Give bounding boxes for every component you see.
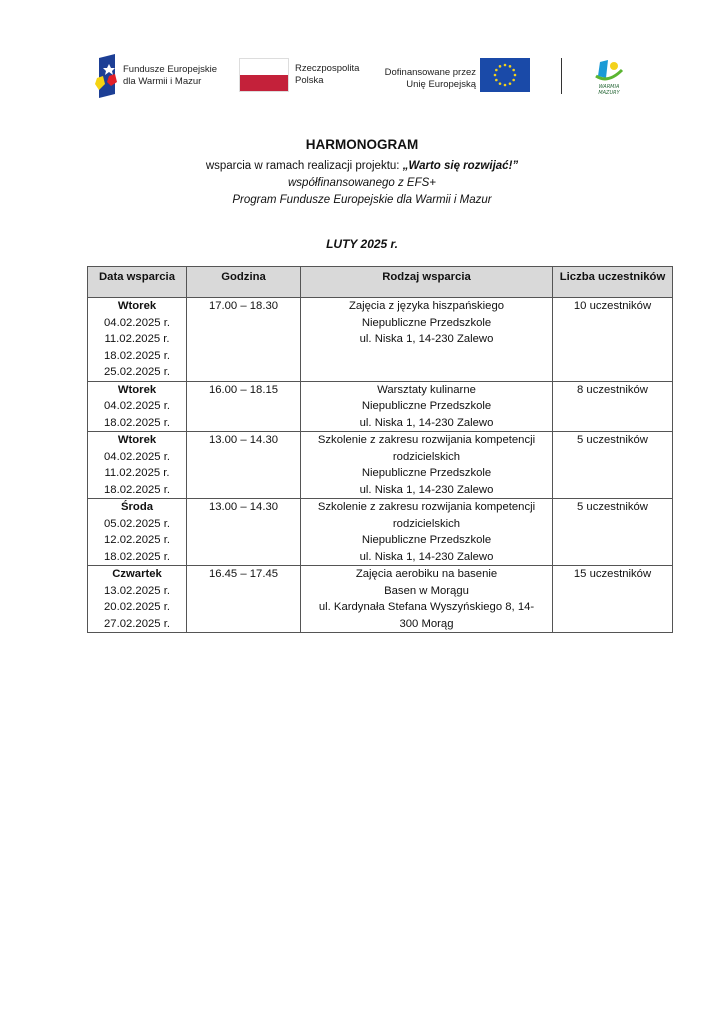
eu-star: [499, 82, 502, 85]
date-value: 05.02.2025 r.: [104, 517, 170, 530]
support-type-line: 300 Morąg: [399, 617, 454, 630]
date-value: 18.02.2025 r.: [104, 550, 170, 563]
eu-star: [512, 79, 515, 82]
time-cell: 13.00 – 14.30: [187, 432, 301, 499]
date-value: 13.02.2025 r.: [104, 584, 170, 597]
time-cell: 16.00 – 18.15: [187, 381, 301, 432]
warmia-mazury-logo: [592, 58, 626, 96]
time-cell: 16.45 – 17.45: [187, 566, 301, 633]
wm-logo-line2: MAZURY: [598, 90, 620, 96]
support-type-line: Zajęcia z języka hiszpańskiego: [348, 300, 505, 312]
date-value: 27.02.2025 r.: [104, 617, 170, 630]
support-type-line: ul. Kardynała Stefana Wyszyńskiego 8, 14-: [318, 601, 535, 613]
date-cell: [88, 499, 187, 566]
date-value: 04.02.2025 r.: [104, 316, 170, 329]
table-row: [88, 499, 673, 566]
fe-logo-line1: Fundusze Europejskie: [123, 64, 217, 75]
rzeczpospolita-polska-logo: [239, 58, 369, 94]
fe-flag-icon: [95, 54, 117, 98]
column-header-count: Liczba uczestników: [553, 267, 673, 298]
eu-star: [509, 65, 512, 68]
date-cell: [88, 566, 187, 633]
eu-logo-line1: Dofinansowane przez: [384, 67, 476, 78]
support-type-line: Szkolenie z zakresu rozwijania kompetencji: [317, 434, 536, 446]
support-type-cell: [301, 298, 553, 382]
date-value: 18.02.2025 r.: [104, 483, 170, 496]
fe-logo-line2: dla Warmii i Mazur: [123, 76, 202, 87]
support-type-line: rodzicielskich: [392, 517, 461, 530]
eu-star: [514, 74, 517, 77]
warmia-mazury-icon: [592, 58, 626, 96]
support-type-line: Niepubliczne Przedszkole: [361, 534, 492, 546]
support-type-line: ul. Niska 1, 14-230 Zalewo: [359, 416, 494, 429]
date-cell: [88, 432, 187, 499]
weekday: Wtorek: [117, 300, 157, 312]
weekday: Wtorek: [117, 434, 157, 446]
support-type-line: Basen w Morągu: [384, 584, 469, 597]
column-header-date: Data wsparcia: [88, 267, 187, 298]
eu-cofinancing-text: [380, 67, 476, 91]
support-type-line: Niepubliczne Przedszkole: [361, 316, 492, 329]
support-type-cell: [301, 566, 553, 633]
support-type-line: Szkolenie z zakresu rozwijania kompetencji: [317, 501, 536, 513]
polish-flag-icon: [239, 58, 289, 92]
support-type-line: Zajęcia aerobiku na basenie: [355, 568, 498, 580]
support-type-line: Niepubliczne Przedszkole: [361, 467, 492, 479]
eu-star: [495, 69, 498, 72]
eu-star: [499, 65, 502, 68]
eu-star: [512, 69, 515, 72]
schedule-table: [87, 266, 673, 633]
eu-star: [504, 64, 507, 67]
eu-star: [494, 74, 497, 77]
table-row: [88, 432, 673, 499]
date-value: 20.02.2025 r.: [104, 601, 170, 613]
date-value: 18.02.2025 r.: [104, 349, 170, 362]
eu-flag-icon: [480, 58, 530, 92]
table-row: [88, 298, 673, 382]
column-header-type: Rodzaj wsparcia: [301, 267, 553, 298]
wm-logo-line1: WARMIA: [598, 84, 620, 90]
support-type-cell: [301, 499, 553, 566]
support-type-cell: [301, 381, 553, 432]
eu-star: [504, 84, 507, 87]
logo-divider: [561, 58, 562, 94]
participants-cell: 10 uczestników: [553, 298, 673, 382]
date-value: 11.02.2025 r.: [104, 467, 170, 479]
project-line: [0, 160, 724, 172]
date-value: 18.02.2025 r.: [104, 416, 170, 429]
time-cell: 13.00 – 14.30: [187, 499, 301, 566]
participants-cell: 5 uczestników: [553, 432, 673, 499]
support-type-line: Warsztaty kulinarne: [377, 383, 476, 396]
project-prefix: wsparcia w ramach realizacji projektu:: [205, 160, 403, 172]
fundusze-europejskie-logo: [95, 54, 225, 98]
date-value: 25.02.2025 r.: [104, 366, 170, 378]
cofinancing-line: współfinansowanego z EFS+: [288, 177, 436, 189]
eu-logo-line2: Unię Europejską: [406, 79, 476, 90]
participants-cell: 15 uczestników: [553, 566, 673, 633]
date-cell: [88, 298, 187, 382]
participants-cell: 5 uczestników: [553, 499, 673, 566]
program-line: Program Fundusze Europejskie dla Warmii i Mazur: [232, 194, 492, 206]
logo-bar: [0, 52, 724, 100]
date-value: 04.02.2025 r.: [104, 400, 170, 412]
support-type-line: rodzicielskich: [392, 450, 461, 463]
weekday: Środa: [120, 501, 153, 513]
support-type-cell: [301, 432, 553, 499]
weekday: Wtorek: [117, 383, 157, 396]
date-value: 12.02.2025 r.: [104, 534, 170, 546]
table-row: [88, 381, 673, 432]
pl-logo-line2: Polska: [295, 75, 324, 86]
support-type-line: ul. Niska 1, 14-230 Zalewo: [359, 550, 494, 563]
support-type-line: Niepubliczne Przedszkole: [361, 400, 492, 412]
support-type-line: ul. Niska 1, 14-230 Zalewo: [359, 483, 494, 496]
project-name: „Warto się rozwijać!”: [402, 160, 519, 172]
date-value: 04.02.2025 r.: [104, 450, 170, 463]
support-type-line: ul. Niska 1, 14-230 Zalewo: [359, 333, 494, 345]
table-header-row: [88, 267, 673, 298]
pl-logo-line1: Rzeczpospolita: [295, 63, 360, 74]
eu-star: [495, 79, 498, 82]
date-cell: [88, 381, 187, 432]
participants-cell: 8 uczestników: [553, 381, 673, 432]
month-heading: LUTY 2025 r.: [326, 237, 398, 251]
weekday: Czwartek: [112, 568, 162, 580]
time-cell: 17.00 – 18.30: [187, 298, 301, 382]
date-value: 11.02.2025 r.: [104, 333, 170, 345]
eu-star: [509, 82, 512, 85]
table-row: [88, 566, 673, 633]
column-header-time: Godzina: [187, 267, 301, 298]
document-title: HARMONOGRAM: [305, 137, 419, 152]
